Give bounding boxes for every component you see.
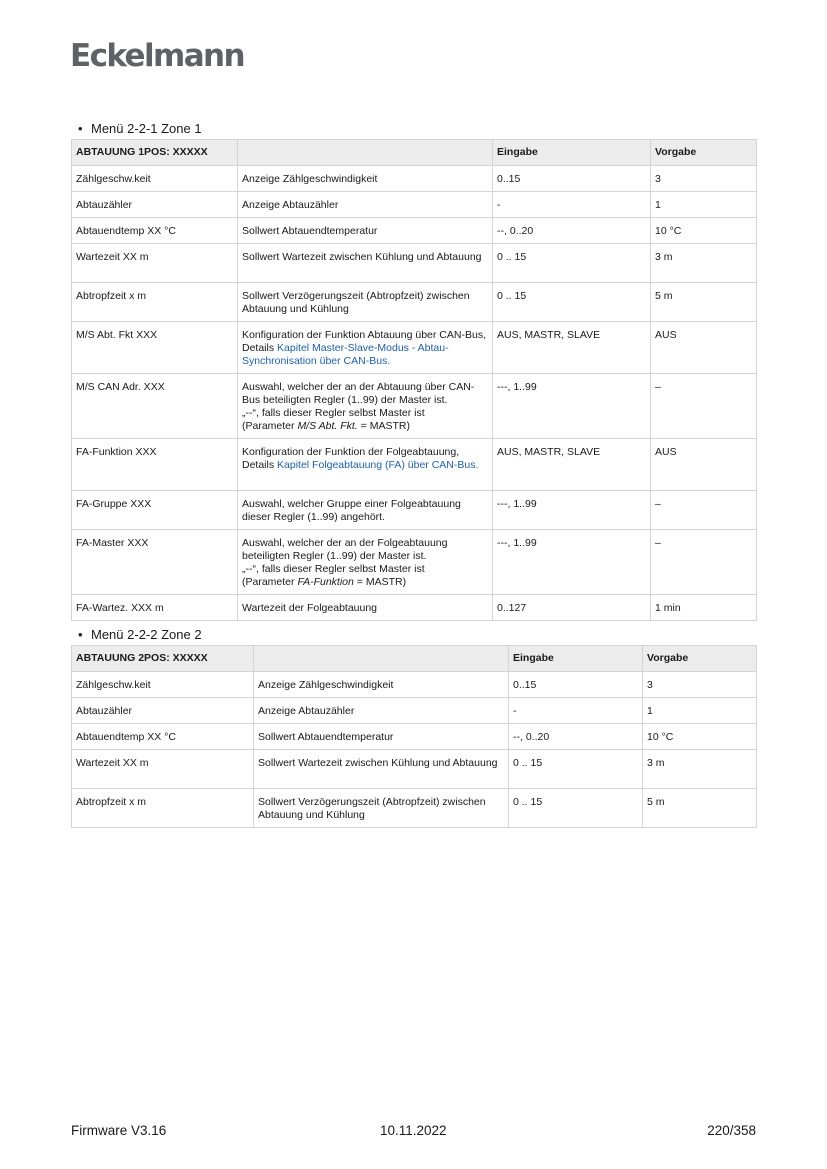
param-input: - — [493, 192, 651, 218]
param-name: Zählgeschw.keit — [72, 672, 254, 698]
param-default: – — [651, 374, 757, 439]
zone2-title — [78, 627, 202, 642]
param-input: AUS, MASTR, SLAVE — [493, 322, 651, 374]
desc-text: Konfiguration der Funktion Abtauung über CAN-Bus, Details — [242, 329, 486, 354]
param-name: Zählgeschw.keit — [72, 166, 238, 192]
param-desc: Anzeige Zählgeschwindigkeit — [254, 672, 509, 698]
kapitel-link[interactable]: Kapitel — [277, 459, 310, 471]
table-row — [72, 166, 757, 192]
desc-text: Auswahl, welcher der an der Abtauung über CAN-Bus beteiligten Regler (1..99) der Master ist. — [242, 381, 475, 406]
bullet-icon: • — [78, 121, 83, 136]
zone2-header-desc — [254, 646, 509, 672]
param-name: FA-Funktion XXX — [72, 439, 238, 491]
link-period: . — [475, 459, 479, 471]
param-desc: Sollwert Abtauendtemperatur — [254, 724, 509, 750]
param-default: – — [651, 530, 757, 595]
param-default: 1 min — [651, 595, 757, 621]
param-desc: Wartezeit der Folgeabtauung — [238, 595, 493, 621]
zone2-header-default: Vorgabe — [643, 646, 757, 672]
param-name: Wartezeit XX m — [72, 244, 238, 283]
param-default: AUS — [651, 439, 757, 491]
param-input: ---, 1..99 — [493, 374, 651, 439]
param-input: 0..15 — [509, 672, 643, 698]
param-name: M/S Abt. Fkt XXX — [72, 322, 238, 374]
bullet-icon: • — [78, 627, 83, 642]
param-desc — [238, 374, 493, 439]
footer-firmware: Firmware V3.16 — [71, 1123, 167, 1138]
param-default: 1 — [643, 698, 757, 724]
zone1-header-default: Vorgabe — [651, 140, 757, 166]
table-row — [72, 595, 757, 621]
param-input: 0 .. 15 — [509, 789, 643, 828]
zone2-title-text: Menü 2-2-2 Zone 2 — [91, 627, 202, 642]
footer-page-number: 220/358 — [707, 1123, 756, 1138]
param-input: --, 0..20 — [493, 218, 651, 244]
desc-text: „--“, falls dieser Regler selbst Master ist — [242, 407, 425, 419]
param-name: Abtauzähler — [72, 192, 238, 218]
footer-date: 10.11.2022 — [380, 1123, 447, 1138]
param-desc: Anzeige Zählgeschwindigkeit — [238, 166, 493, 192]
table-row — [72, 789, 757, 828]
eckelmann-logo: Eckelmann — [70, 38, 244, 74]
table-row — [72, 724, 757, 750]
table-row — [72, 283, 757, 322]
param-name: M/S CAN Adr. XXX — [72, 374, 238, 439]
param-input: 0 .. 15 — [509, 750, 643, 789]
param-default: 3 — [651, 166, 757, 192]
param-desc — [238, 530, 493, 595]
param-name: Abtauendtemp XX °C — [72, 218, 238, 244]
param-desc: Auswahl, welcher Gruppe einer Folgeabtauung dieser Regler (1..99) angehört. — [238, 491, 493, 530]
desc-text: „--“, falls dieser Regler selbst Master ist — [242, 563, 425, 575]
param-input: ---, 1..99 — [493, 491, 651, 530]
param-desc — [238, 322, 493, 374]
param-name: FA-Master XXX — [72, 530, 238, 595]
param-name: Abtropfzeit x m — [72, 789, 254, 828]
table-row — [72, 374, 757, 439]
zone1-header-param: ABTAUUNG 1POS: XXXXX — [72, 140, 238, 166]
param-input: 0..15 — [493, 166, 651, 192]
param-default: 3 — [643, 672, 757, 698]
desc-text: (Parameter — [242, 576, 298, 588]
param-desc — [238, 439, 493, 491]
param-desc: Anzeige Abtauzähler — [254, 698, 509, 724]
param-default: 10 °C — [643, 724, 757, 750]
zone1-title-text: Menü 2-2-1 Zone 1 — [91, 121, 202, 136]
param-ref: M/S Abt. Fkt. — [297, 420, 358, 432]
param-default: 1 — [651, 192, 757, 218]
param-desc: Sollwert Wartezeit zwischen Kühlung und Abtauung — [254, 750, 509, 789]
desc-text: Konfiguration der Funktion der Folgeabtauung, Details — [242, 446, 460, 471]
param-default: 3 m — [651, 244, 757, 283]
param-name: FA-Wartez. XXX m — [72, 595, 238, 621]
link-period: . — [387, 355, 391, 367]
table-row — [72, 244, 757, 283]
desc-text: Auswahl, welcher der an der Folgeabtauung beteiligten Regler (1..99) der Master ist. — [242, 537, 448, 562]
master-slave-link[interactable]: Master-Slave-Modus - Abtau-Synchronisation über CAN-Bus — [242, 342, 449, 367]
param-input: 0 .. 15 — [493, 283, 651, 322]
param-desc: Anzeige Abtauzähler — [238, 192, 493, 218]
param-input: AUS, MASTR, SLAVE — [493, 439, 651, 491]
param-input: 0 .. 15 — [493, 244, 651, 283]
param-default: 5 m — [643, 789, 757, 828]
table-row — [72, 672, 757, 698]
zone1-table — [71, 139, 757, 621]
param-input: ---, 1..99 — [493, 530, 651, 595]
param-default: AUS — [651, 322, 757, 374]
zone2-header-row — [72, 646, 757, 672]
table-row — [72, 698, 757, 724]
folgeabtauung-link[interactable]: Folgeabtauung (FA) über CAN-Bus — [312, 459, 476, 471]
param-name: FA-Gruppe XXX — [72, 491, 238, 530]
param-name: Abtauendtemp XX °C — [72, 724, 254, 750]
param-input: - — [509, 698, 643, 724]
zone1-header-input: Eingabe — [493, 140, 651, 166]
param-input: 0..127 — [493, 595, 651, 621]
desc-text: (Parameter — [242, 420, 298, 432]
zone1-title — [78, 121, 202, 136]
param-input: --, 0..20 — [509, 724, 643, 750]
desc-text: = MASTR) — [357, 420, 410, 432]
table-row — [72, 192, 757, 218]
table-row — [72, 750, 757, 789]
param-ref: FA-Funktion — [297, 576, 354, 588]
param-default: 10 °C — [651, 218, 757, 244]
table-row — [72, 491, 757, 530]
param-desc: Sollwert Verzögerungszeit (Abtropfzeit) zwischen Abtauung und Kühlung — [238, 283, 493, 322]
param-name: Wartezeit XX m — [72, 750, 254, 789]
param-name: Abtauzähler — [72, 698, 254, 724]
param-desc: Sollwert Wartezeit zwischen Kühlung und Abtauung — [238, 244, 493, 283]
table-row — [72, 530, 757, 595]
kapitel-link[interactable]: Kapitel — [277, 342, 310, 354]
table-row — [72, 439, 757, 491]
table-row — [72, 322, 757, 374]
param-desc: Sollwert Verzögerungszeit (Abtropfzeit) zwischen Abtauung und Kühlung — [254, 789, 509, 828]
zone2-table — [71, 645, 757, 828]
zone1-header-desc — [238, 140, 493, 166]
table-row — [72, 218, 757, 244]
zone2-header-input: Eingabe — [509, 646, 643, 672]
zone1-header-row — [72, 140, 757, 166]
zone2-header-param: ABTAUUNG 2POS: XXXXX — [72, 646, 254, 672]
param-name: Abtropfzeit x m — [72, 283, 238, 322]
param-default: 3 m — [643, 750, 757, 789]
desc-text: = MASTR) — [353, 576, 407, 588]
param-default: 5 m — [651, 283, 757, 322]
param-desc: Sollwert Abtauendtemperatur — [238, 218, 493, 244]
param-default: – — [651, 491, 757, 530]
